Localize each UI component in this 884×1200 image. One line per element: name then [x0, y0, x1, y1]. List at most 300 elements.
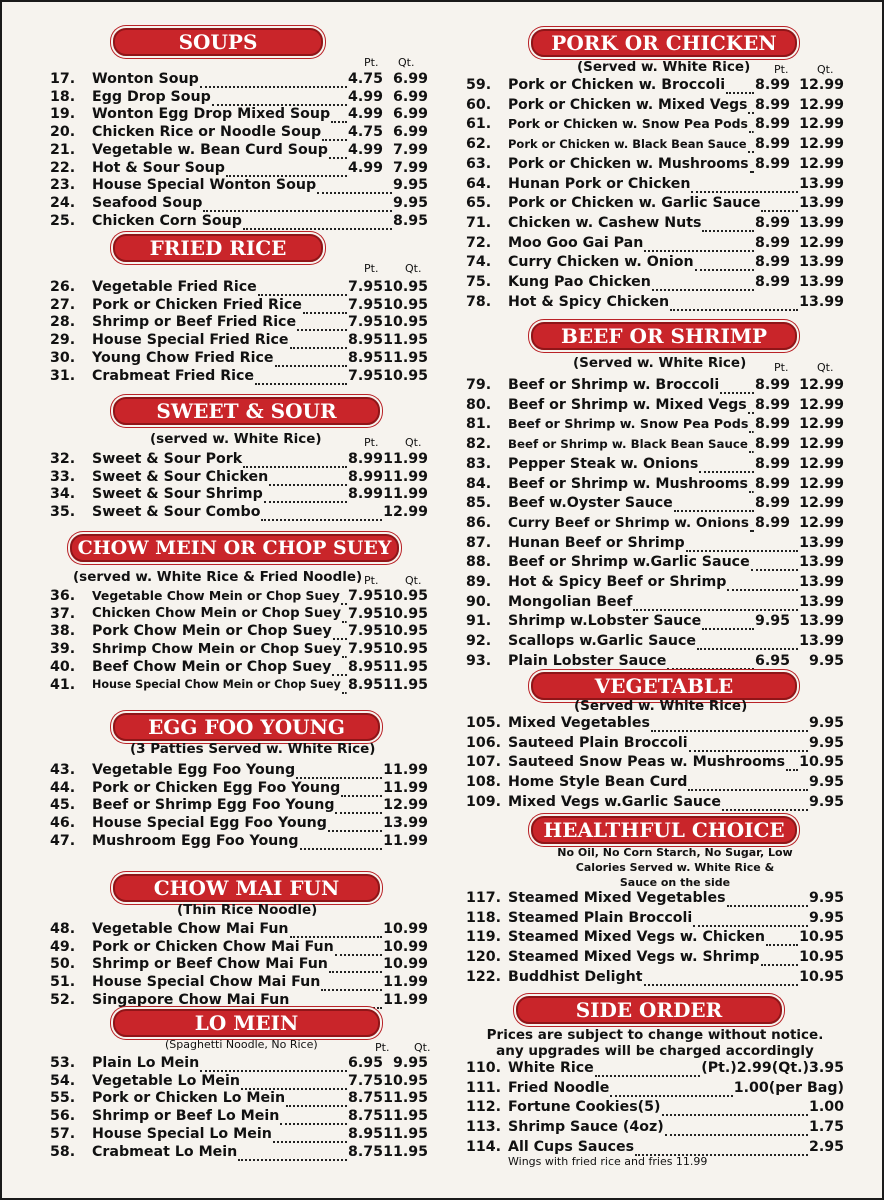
section-banner-egg_foo_young: EGG FOO YOUNG	[113, 713, 380, 741]
item-name: Beef w.Oyster Sauce	[508, 495, 673, 512]
dot-leader	[633, 603, 798, 611]
section-note-line: Calories Served w. White Rice &	[575, 861, 775, 874]
item-name: Crabmeat Fried Rice	[92, 367, 255, 384]
price-quart: 11.95	[383, 658, 428, 675]
item-name: Fortune Cookies(5)	[508, 1099, 661, 1116]
pint-header: Pt.	[364, 262, 379, 275]
price-quart: 12.99	[799, 136, 844, 153]
menu-item	[0, 175, 884, 193]
price-pint: 8.99	[754, 475, 790, 492]
price-pint: 8.75	[347, 1090, 383, 1107]
item-name: House Special Wonton Soup	[92, 177, 317, 194]
price-pint: 8.95	[347, 349, 383, 366]
section-note-line: Sauce on the side	[619, 876, 731, 889]
section-banner-fried_rice: FRIED RICE	[113, 234, 323, 262]
section-subtitle: (Served w. White Rice)	[577, 59, 751, 75]
price-pint: 8.99	[754, 116, 790, 133]
item-name: Curry Chicken w. Onion	[508, 254, 694, 271]
item-name: Vegetable Lo Mein	[92, 1072, 240, 1089]
item-number: 65.	[466, 195, 492, 212]
item-name: Wonton Egg Drop Mixed Soup	[92, 106, 331, 123]
dot-leader	[748, 406, 754, 414]
menu-item	[0, 928, 884, 946]
price-disclaimer-line: any upgrades will be charged accordingly	[496, 1043, 814, 1059]
price-quart: 11.95	[383, 1143, 428, 1160]
price: 1.00	[808, 1099, 844, 1116]
price: 13.99	[799, 574, 844, 590]
menu-item	[0, 514, 884, 532]
dot-leader	[702, 622, 754, 630]
item-name: Pork or Chicken Egg Foo Young	[92, 779, 341, 796]
price: 1.00(per Bag)	[733, 1079, 844, 1096]
section-banner-sweet_sour: SWEET & SOUR	[113, 397, 380, 425]
item-number: 64.	[466, 175, 492, 192]
dot-leader	[644, 244, 754, 252]
dot-leader	[652, 283, 754, 291]
price: 2.95	[808, 1138, 844, 1155]
item-name: Pork or Chicken Chow Mai Fun	[92, 938, 334, 955]
dot-leader	[667, 662, 754, 670]
section-subtitle: (Served w. White Rice)	[573, 355, 747, 371]
item-name: House Special Egg Foo Young	[92, 815, 327, 832]
dot-leader	[665, 1128, 808, 1136]
menu-item	[0, 376, 884, 394]
dot-leader	[342, 686, 347, 694]
dot-leader	[662, 1108, 808, 1116]
menu-item	[0, 1118, 884, 1136]
menu-item	[0, 968, 884, 986]
dot-leader	[595, 1069, 700, 1077]
menu-item	[0, 234, 884, 252]
item-name: House Special Chow Mein or Chop Suey	[92, 677, 341, 691]
section-subtitle: (Thin Rice Noodle)	[177, 902, 318, 918]
item-number: 87.	[466, 534, 492, 551]
item-number: 23.	[50, 177, 76, 194]
item-number: 80.	[466, 396, 492, 413]
price-quart: 11.95	[383, 1090, 428, 1107]
price-quart: 12.99	[799, 155, 844, 172]
price: 13.99	[799, 593, 844, 610]
item-number: 20.	[50, 124, 76, 141]
section-subtitle: (Served w. White Rice)	[574, 698, 748, 714]
price-pint: 7.95	[347, 605, 383, 622]
menu-item	[0, 396, 884, 414]
item-name: Pork or Chicken w. Broccoli	[508, 77, 726, 93]
price-quart: 12.99	[799, 475, 844, 492]
item-name: Scallops w.Garlic Sauce	[508, 633, 697, 650]
dot-leader	[644, 978, 798, 986]
price-pint: 4.99	[347, 159, 383, 176]
price: 13.99	[799, 554, 844, 571]
item-name: Young Chow Fried Rice	[92, 349, 274, 366]
item-name: Egg Drop Soup	[92, 88, 211, 105]
price-quart: 13.99	[799, 613, 844, 630]
price-pint: 8.95	[347, 1125, 383, 1142]
price-quart: 12.99	[799, 396, 844, 413]
item-name: Steamed Mixed Vegetables	[508, 890, 726, 906]
dot-leader	[695, 263, 754, 271]
dot-leader	[722, 803, 808, 811]
item-number: 41.	[50, 676, 76, 693]
pint-header: Pt.	[364, 574, 379, 587]
dot-leader	[720, 386, 754, 394]
price: 12.99	[383, 504, 428, 521]
item-name: Wonton Soup	[92, 71, 199, 87]
section-banner-soups: SOUPS	[113, 28, 323, 56]
menu-item	[0, 349, 884, 367]
price-quart: 10.95	[383, 296, 428, 313]
menu-item	[0, 593, 884, 611]
item-number: 55.	[50, 1090, 76, 1107]
item-number: 117.	[466, 890, 502, 906]
pint-header: Pt.	[774, 63, 789, 76]
dot-leader	[727, 583, 798, 591]
price-pint: 8.99	[754, 436, 790, 453]
item-number: 120.	[466, 949, 502, 966]
price-pint: 8.75	[347, 1108, 383, 1125]
item-number: 122.	[466, 968, 502, 985]
pint-header: Pt.	[774, 361, 789, 374]
quart-header: Qt.	[405, 262, 422, 275]
item-name: Shrimp w.Lobster Sauce	[508, 613, 702, 630]
item-number: 110.	[466, 1060, 502, 1076]
item-name: Chicken w. Cashew Nuts	[508, 214, 702, 231]
price-quart: 11.99	[383, 468, 428, 485]
item-number: 93.	[466, 652, 492, 669]
price-pint: 4.99	[347, 141, 383, 158]
item-name: Vegetable Chow Mein or Chop Suey	[92, 588, 340, 603]
dot-leader	[300, 842, 382, 850]
item-number: 29.	[50, 332, 76, 349]
dot-leader	[290, 1001, 382, 1009]
menu-item	[0, 435, 884, 453]
price-quart: 12.99	[799, 377, 844, 393]
item-name: Chicken Corn Soup	[92, 212, 242, 229]
item-name: Beef or Shrimp w. Black Bean Sauce	[508, 437, 748, 452]
price: 13.99	[799, 195, 844, 212]
item-number: 57.	[50, 1125, 76, 1142]
menu-item	[0, 194, 884, 212]
price-quart: 11.95	[383, 349, 428, 366]
price-pint: 7.95	[347, 279, 383, 295]
price-quart: 9.95	[808, 652, 844, 669]
price: 13.99	[383, 815, 428, 832]
menu-item	[0, 889, 884, 907]
price-pint: 7.95	[347, 314, 383, 331]
price-pint: 8.99	[347, 486, 383, 503]
price-pint: 7.75	[347, 1072, 383, 1089]
dot-leader	[727, 899, 808, 907]
price-quart: 12.99	[799, 96, 844, 113]
menu-item	[0, 534, 884, 552]
quart-header: Qt.	[405, 574, 422, 587]
item-name: Singapore Chow Mai Fun	[92, 991, 290, 1008]
menu-item	[0, 135, 884, 153]
item-name: Pork or Chicken w. Black Bean Sauce	[508, 137, 747, 152]
price: 11.99	[383, 779, 428, 796]
menu-item	[0, 415, 884, 433]
item-name: Beef or Shrimp w. Snow Pea Pods	[508, 416, 749, 432]
dot-leader	[761, 204, 798, 212]
dot-leader	[766, 938, 798, 946]
price-quart: 7.99	[392, 141, 428, 158]
dot-leader	[686, 544, 798, 552]
price: 13.99	[799, 534, 844, 551]
menu-item	[0, 652, 884, 670]
price-pint: 8.99	[347, 451, 383, 467]
item-name: House Special Lo Mein	[92, 1125, 272, 1142]
section-subtitle: (Spaghetti Noodle, No Rice)	[165, 1038, 318, 1051]
item-number: 22.	[50, 159, 76, 176]
price-pint: 4.99	[347, 88, 383, 105]
item-number: 83.	[466, 455, 492, 472]
item-number: 60.	[466, 96, 492, 113]
price-quart: 12.99	[799, 234, 844, 251]
price-quart: 11.95	[383, 332, 428, 349]
item-number: 46.	[50, 815, 76, 832]
item-number: 24.	[50, 194, 76, 211]
item-name: Mixed Vegs w.Garlic Sauce	[508, 793, 722, 810]
price-pint: 8.99	[754, 514, 790, 531]
price: 9.95	[392, 177, 428, 194]
item-number: 38.	[50, 623, 76, 640]
item-name: Vegetable Fried Rice	[92, 279, 257, 295]
menu-item	[0, 253, 884, 271]
item-number: 25.	[50, 212, 76, 229]
price-quart: 11.95	[383, 1108, 428, 1125]
item-number: 27.	[50, 296, 76, 313]
menu-item	[0, 96, 884, 114]
item-name: Moo Goo Gai Pan	[508, 234, 644, 251]
price: 10.95	[799, 968, 844, 985]
item-name: Sauteed Snow Peas w. Mushrooms	[508, 754, 786, 771]
quart-header: Qt.	[414, 1041, 431, 1054]
section-banner-pork_chicken: PORK OR CHICKEN	[531, 29, 797, 57]
item-number: 56.	[50, 1108, 76, 1125]
menu-item	[0, 1079, 884, 1097]
item-number: 63.	[466, 155, 492, 172]
price-pint: 8.99	[754, 96, 790, 113]
item-name: Pepper Steak w. Onions	[508, 455, 699, 472]
item-name: Vegetable Chow Mai Fun	[92, 921, 289, 937]
item-name: Pork or Chicken w. Snow Pea Pods	[508, 116, 748, 132]
item-name: House Special Chow Mai Fun	[92, 974, 321, 991]
menu-item	[0, 632, 884, 650]
item-number: 39.	[50, 641, 76, 658]
quart-header: Qt.	[405, 436, 422, 449]
item-number: 47.	[50, 832, 76, 849]
section-banner-beef_shrimp: BEEF OR SHRIMP	[531, 322, 797, 350]
price-pint: 8.99	[754, 136, 790, 153]
price-quart: 13.99	[799, 214, 844, 231]
item-number: 28.	[50, 314, 76, 331]
item-number: 112.	[466, 1099, 502, 1116]
price-quart: 6.99	[392, 71, 428, 87]
item-number: 85.	[466, 495, 492, 512]
dot-leader	[674, 504, 754, 512]
price-pint: 8.95	[347, 676, 383, 693]
item-name: White Rice	[508, 1060, 594, 1076]
menu-item	[0, 214, 884, 232]
item-name: Mixed Vegetables	[508, 715, 650, 731]
price-quart: 11.99	[383, 486, 428, 503]
dot-leader	[693, 919, 808, 927]
item-name: Pork or Chicken Lo Mein	[92, 1090, 286, 1107]
section-banner-side_order: SIDE ORDER	[516, 996, 782, 1024]
price-pint: 4.75	[347, 71, 383, 87]
price: 13.99	[799, 293, 844, 310]
item-number: 91.	[466, 613, 492, 630]
price-quart: 9.95	[392, 1055, 428, 1071]
dot-leader	[726, 86, 754, 94]
item-number: 86.	[466, 514, 492, 531]
item-number: 51.	[50, 974, 76, 991]
item-number: 36.	[50, 588, 76, 604]
item-number: 111.	[466, 1079, 502, 1096]
price-pint: 7.95	[347, 588, 383, 604]
item-number: 81.	[466, 416, 492, 433]
price-pint: 6.95	[347, 1055, 383, 1071]
dot-leader	[702, 224, 754, 232]
menu-item	[0, 793, 884, 811]
dot-leader	[697, 642, 798, 650]
price: 11.99	[383, 832, 428, 849]
price-quart: 12.99	[799, 416, 844, 433]
item-name: Steamed Plain Broccoli	[508, 909, 693, 926]
section-banner-chow_mai_fun: CHOW MAI FUN	[113, 874, 380, 902]
item-number: 52.	[50, 991, 76, 1008]
price-quart: 10.95	[383, 279, 428, 295]
dot-leader	[699, 465, 754, 473]
item-name: Plain Lobster Sauce	[508, 652, 667, 669]
item-number: 119.	[466, 929, 502, 946]
price-quart: 12.99	[799, 116, 844, 133]
item-number: 79.	[466, 377, 492, 393]
item-number: 30.	[50, 349, 76, 366]
price-quart: 13.99	[799, 274, 844, 290]
item-name: Beef or Shrimp Egg Foo Young	[92, 797, 335, 814]
price-quart: 6.99	[392, 106, 428, 123]
item-name: Pork or Chicken w. Mushrooms	[508, 155, 749, 172]
price-quart: 11.95	[383, 1125, 428, 1142]
item-name: Sweet & Sour Pork	[92, 451, 243, 467]
pint-header: Pt.	[364, 436, 379, 449]
price-quart: 7.99	[392, 159, 428, 176]
item-number: 61.	[466, 116, 492, 133]
price-pint: 8.99	[754, 455, 790, 472]
item-number: 106.	[466, 734, 502, 751]
item-name: Beef or Shrimp w. Mushrooms	[508, 475, 748, 492]
price-quart: 6.99	[392, 88, 428, 105]
price: 9.95	[808, 890, 844, 906]
item-number: 59.	[466, 77, 492, 93]
item-name: Vegetable w. Bean Curd Soup	[92, 141, 328, 158]
item-number: 108.	[466, 774, 502, 791]
item-name: Shrimp Sauce (4oz)	[508, 1119, 664, 1136]
price-quart: 12.99	[799, 77, 844, 93]
price: 10.95	[799, 929, 844, 946]
dot-leader	[688, 783, 808, 791]
item-number: 19.	[50, 106, 76, 123]
menu-item	[0, 734, 884, 752]
section-note-line: No Oil, No Corn Starch, No Sugar, Low	[557, 846, 793, 859]
price-pint: 4.99	[347, 106, 383, 123]
price-quart: 10.95	[383, 641, 428, 658]
price-quart: 10.95	[383, 623, 428, 640]
item-number: 45.	[50, 797, 76, 814]
item-number: 49.	[50, 938, 76, 955]
item-name: Shrimp or Beef Fried Rice	[92, 314, 297, 331]
item-name: Beef or Shrimp w. Broccoli	[508, 377, 720, 393]
menu-item	[0, 948, 884, 966]
item-number: 32.	[50, 451, 76, 467]
dot-leader	[786, 763, 798, 771]
dot-leader	[751, 563, 798, 571]
item-name: Pork or Chicken Fried Rice	[92, 296, 302, 313]
item-name: Steamed Mixed Vegs w. Chicken	[508, 929, 766, 946]
dot-leader	[750, 165, 754, 173]
price-quart: 12.99	[799, 436, 844, 453]
item-number: 18.	[50, 88, 76, 105]
price-quart: 11.99	[383, 451, 428, 467]
item-name: Curry Beef or Shrimp w. Onions	[508, 514, 749, 531]
dot-leader	[670, 303, 798, 311]
section-subtitle: (served w. White Rice & Fried Noodle)	[73, 569, 363, 585]
item-number: 33.	[50, 468, 76, 485]
item-number: 118.	[466, 909, 502, 926]
item-name: Shrimp or Beef Chow Mai Fun	[92, 956, 328, 973]
item-number: 48.	[50, 921, 76, 937]
item-name: Pork or Chicken w. Garlic Sauce	[508, 195, 761, 212]
item-name: Hot & Sour Soup	[92, 159, 225, 176]
menu-item	[0, 909, 884, 927]
item-number: 90.	[466, 593, 492, 610]
section-banner-chow_mein: CHOW MEIN OR CHOP SUEY	[70, 534, 399, 562]
item-number: 34.	[50, 486, 76, 503]
section-banner-healthful: HEALTHFUL CHOICE	[531, 816, 797, 844]
section-subtitle: (served w. White Rice)	[150, 431, 322, 447]
price-pint: 4.75	[347, 124, 383, 141]
item-name: Pork Chow Mein or Chop Suey	[92, 623, 332, 640]
dot-leader	[761, 958, 798, 966]
item-name: Chicken Chow Mein or Chop Suey	[92, 605, 341, 621]
item-number: 105.	[466, 715, 502, 731]
price-pint: 8.99	[754, 495, 790, 512]
item-number: 82.	[466, 436, 492, 453]
dot-leader	[749, 125, 754, 133]
price: 13.99	[799, 175, 844, 192]
item-number: 37.	[50, 605, 76, 622]
menu-item	[0, 573, 884, 591]
item-number: 43.	[50, 762, 76, 778]
item-name: Beef Chow Mein or Chop Suey	[92, 658, 332, 675]
item-name: Beef or Shrimp w. Mixed Vegs	[508, 396, 747, 413]
price-pint: 7.95	[347, 296, 383, 313]
price-pint: 8.95	[347, 658, 383, 675]
dot-leader	[749, 485, 754, 493]
item-number: 75.	[466, 274, 492, 290]
item-number: 84.	[466, 475, 492, 492]
item-name: Crabmeat Lo Mein	[92, 1143, 238, 1160]
price-pint: 8.75	[347, 1143, 383, 1160]
item-name: Vegetable Egg Foo Young	[92, 762, 296, 778]
item-number: 113.	[466, 1119, 502, 1136]
item-number: 40.	[50, 658, 76, 675]
price: 10.99	[383, 921, 428, 937]
price-pint: 7.95	[347, 367, 383, 384]
price: 13.99	[799, 633, 844, 650]
section-banner-vegetable: VEGETABLE	[531, 672, 797, 700]
